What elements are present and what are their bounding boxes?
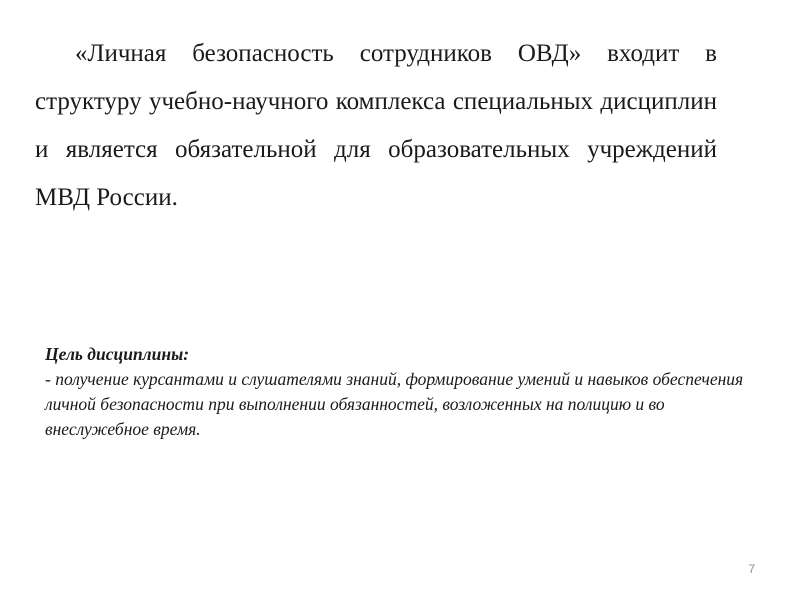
goal-title: Цель дисциплины: (45, 344, 190, 364)
goal-block (45, 342, 765, 442)
page-number: 7 (748, 562, 755, 576)
goal-text: - получение курсантами и слушателями знаний, формирование умений и навыков обеспечения личной безопасности при выполнении обязанностей, возложенных на полицию и во внеслужебное время. (45, 369, 744, 439)
intro-paragraph: «Личная безопасность сотрудников ОВД» входит в структуру учебно-научного комплекса специальных дисциплин и является обязательной для образовательных учреждений МВД России. (35, 40, 717, 211)
